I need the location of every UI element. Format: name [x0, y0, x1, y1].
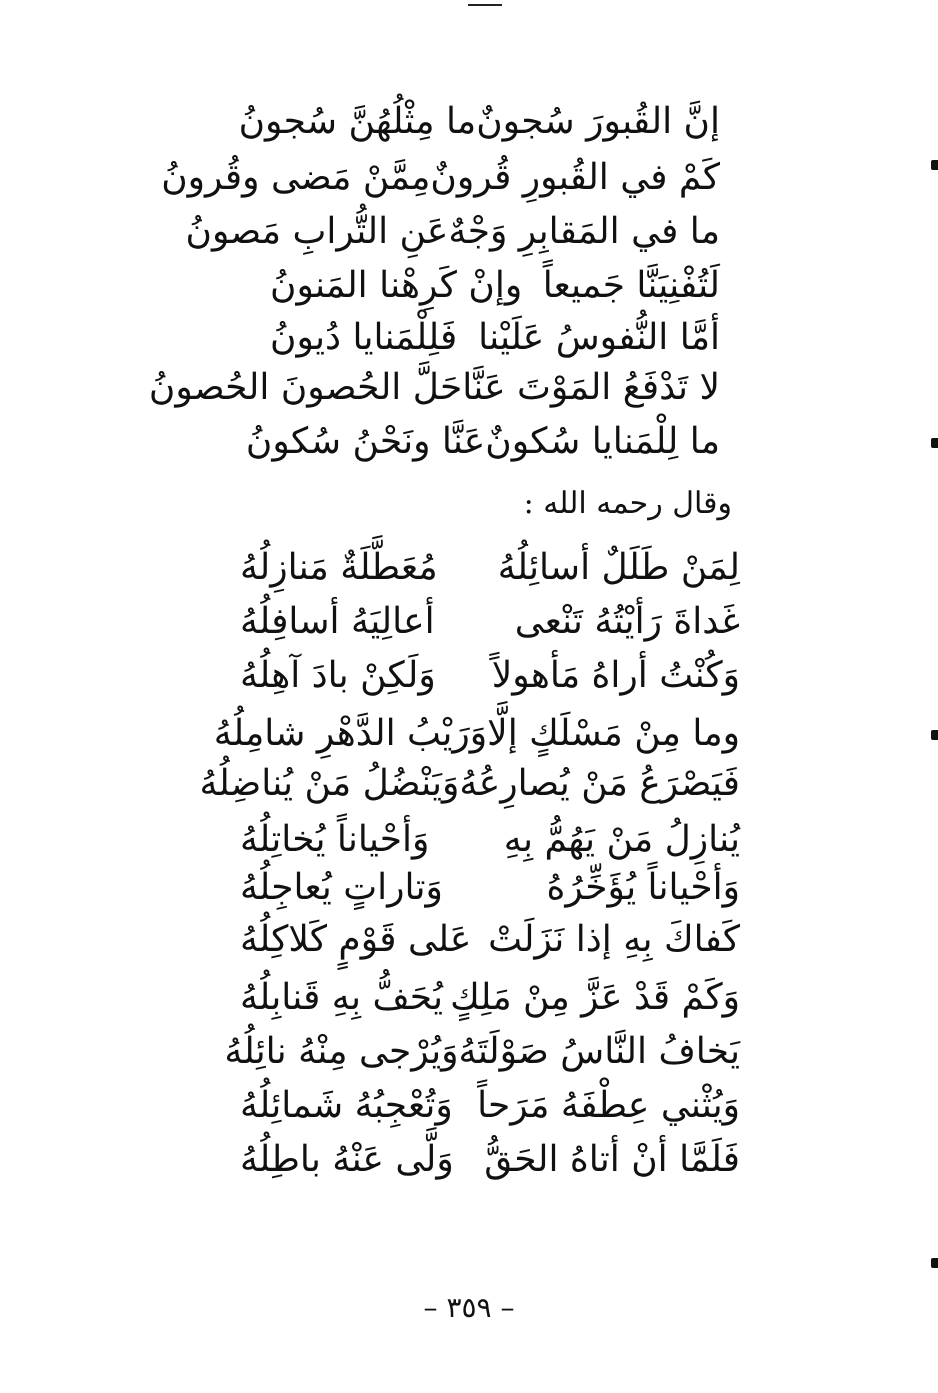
verse-line	[270, 264, 720, 308]
verse-line	[240, 866, 740, 910]
verse-right-hemistich: ما في المَقابِرِ وَجْهٌ	[448, 211, 720, 252]
verse-right-hemistich: كَفاكَ بِهِ إذا نَزَلَتْ	[488, 919, 740, 960]
verse-left-hemistich: ما مِثْلُهُنَّ سُجونُ	[238, 101, 477, 142]
margin-mark	[931, 730, 938, 740]
verse-left-hemistich: فَلِلْمَنايا دُيونُ	[270, 317, 458, 358]
verse-right-hemistich: وَكَمْ قَدْ عَزَّ مِنْ مَلِكٍ	[450, 977, 740, 1018]
verse-left-hemistich: عَلى قَوْمٍ كَلاكِلُهُ	[240, 919, 472, 960]
verse-right-hemistich: أمَّا النُّفوسُ عَلَيْنا	[478, 317, 720, 358]
verse-left-hemistich: مِمَّنْ مَضى وقُرونُ	[161, 157, 431, 198]
verse-line	[224, 1030, 740, 1074]
verse-line	[240, 976, 740, 1020]
page-number: – ٣٥٩ –	[423, 1291, 515, 1324]
verse-right-hemistich: يَخافُ النَّاسُ صَوْلَتَهُ	[458, 1031, 740, 1072]
margin-mark	[931, 438, 938, 448]
verse-left-hemistich: وَرَيْبُ الدَّهْرِ شامِلُهُ	[213, 713, 488, 754]
verse-left-hemistich: يُحَفُّ بِهِ قَنابِلُهُ	[240, 977, 444, 1018]
verse-right-hemistich: وَأحْياناً يُؤَخِّرُهُ	[546, 867, 740, 908]
verse-right-hemistich: كَمْ في القُبورِ قُرونٌ	[430, 157, 720, 198]
verse-line	[240, 654, 740, 698]
verse-left-hemistich: وَتُعْجِبُهُ شَمائِلُهُ	[240, 1085, 453, 1126]
verse-right-hemistich: وَكُنْتُ أراهُ مَأهولاً	[491, 655, 740, 696]
verse-left-hemistich: وَأحْياناً يُخاتِلُهُ	[240, 819, 430, 860]
verse-line	[240, 546, 740, 590]
verse-line	[161, 156, 720, 200]
verse-right-hemistich: فَلَمَّا أنْ أتاهُ الحَقُّ	[484, 1139, 740, 1180]
verse-left-hemistich: وَلَكِنْ بادَ آهِلُهُ	[240, 655, 436, 696]
verse-right-hemistich: غَداةَ رَأيْتُهُ تَنْعى	[514, 601, 740, 642]
margin-mark	[931, 160, 938, 170]
verse-line	[245, 420, 720, 464]
verse-right-hemistich: يُنازِلُ مَنْ يَهُمُّ بِهِ	[503, 819, 740, 860]
verse-left-hemistich: عَنِ التُّرابِ مَصونُ	[185, 211, 449, 252]
verse-line	[185, 210, 720, 254]
verse-line	[240, 818, 740, 862]
verse-left-hemistich: أعالِيَهُ أسافِلُهُ	[240, 601, 435, 642]
verse-line	[240, 918, 740, 962]
verse-right-hemistich: إنَّ القُبورَ سُجونٌ	[476, 101, 720, 142]
verse-right-hemistich: لا تَدْفَعُ المَوْتَ عَنَّا	[462, 367, 720, 408]
verse-right-hemistich: لِمَنْ طَلَلٌ أسائِلُهُ	[497, 547, 740, 588]
verse-line	[240, 600, 740, 644]
verse-line	[270, 316, 720, 360]
verse-left-hemistich: حَلَّ الحُصونَ الحُصونُ	[148, 367, 463, 408]
verse-left-hemistich: وَتاراتٍ يُعاجِلُهُ	[240, 867, 443, 908]
verse-line	[240, 1138, 740, 1182]
verse-right-hemistich: وَيُثْني عِطْفَهُ مَرَحاً	[477, 1085, 740, 1126]
verse-left-hemistich: وَيُرْجى مِنْهُ نائِلُهُ	[224, 1031, 459, 1072]
verse-right-hemistich: ما لِلْمَنايا سُكونٌ	[485, 421, 720, 462]
verse-right-hemistich: لَتُفْنِيَنَّا جَميعاً	[542, 265, 720, 306]
verse-left-hemistich: عَنَّا ونَحْنُ سُكونُ	[245, 421, 486, 462]
verse-left-hemistich: وَيَنْضُلُ مَنْ يُناضِلُهُ	[199, 763, 460, 804]
verse-left-hemistich: وَلَّى عَنْهُ باطِلُهُ	[240, 1139, 454, 1180]
verse-left-hemistich: مُعَطَّلَةٌ مَنازِلُهُ	[240, 547, 438, 588]
verse-left-hemistich: وإنْ كَرِهْنا المَنونُ	[270, 265, 523, 306]
verse-line	[148, 366, 720, 410]
verse-line	[199, 762, 740, 806]
verse-line	[213, 712, 740, 756]
verse-right-hemistich: وما مِنْ مَسْلَكٍ إلَّا	[487, 713, 740, 754]
poem-introduction: وقال رحمه الله :	[523, 486, 732, 521]
verse-right-hemistich: فَيَصْرَعُ مَنْ يُصارِعُهُ	[459, 763, 740, 804]
top-rule	[468, 4, 502, 6]
verse-line	[238, 100, 720, 144]
margin-mark	[931, 1258, 938, 1268]
verse-line	[240, 1084, 740, 1128]
